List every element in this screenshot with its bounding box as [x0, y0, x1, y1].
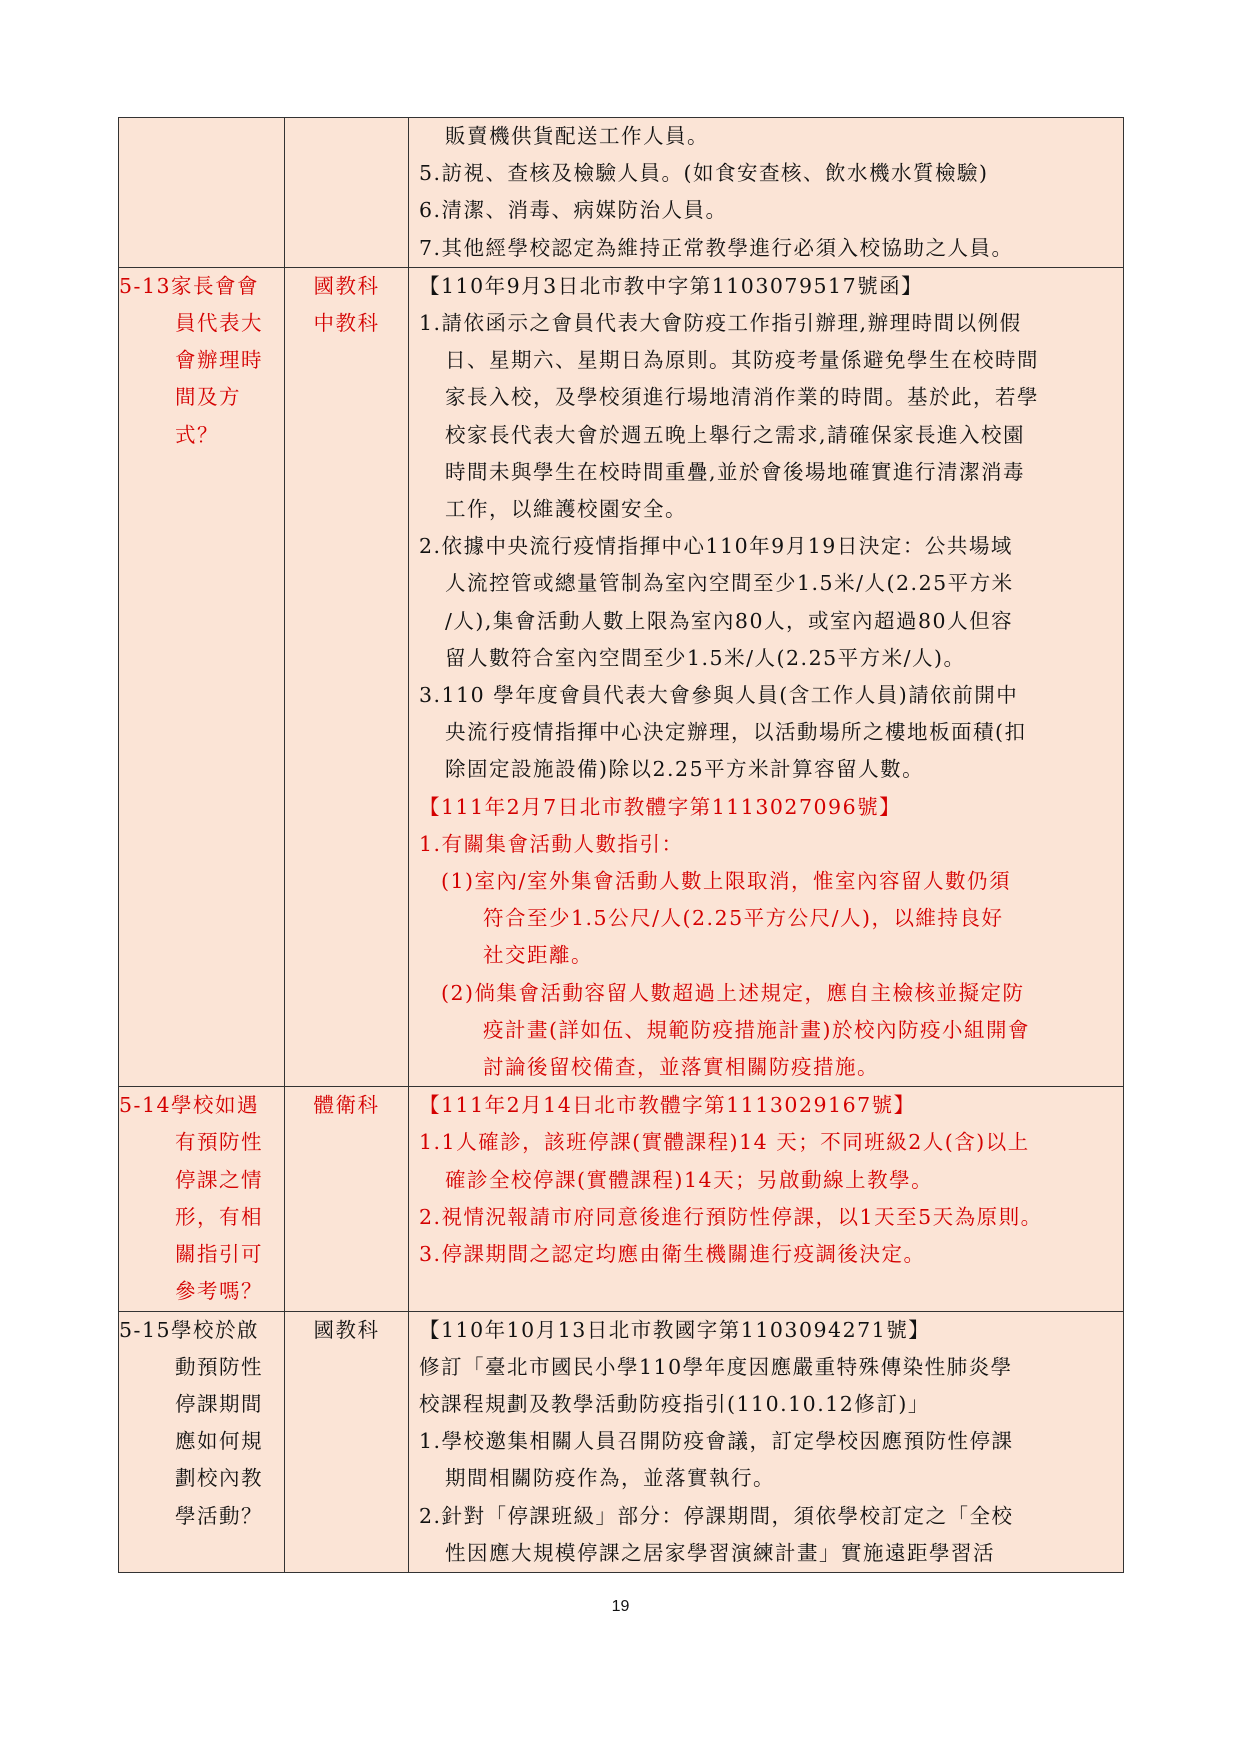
faq-table: [118, 117, 1124, 1573]
question-cell: [119, 1311, 285, 1572]
answer-line: 討論後留校備查，並落實相關防疫措施。: [483, 1055, 879, 1080]
answer-line: 人流控管或總量管制為室內空間至少1.5米/人(2.25平方米: [445, 571, 1014, 596]
answer-line: 1.有關集會活動人數指引：: [419, 831, 684, 856]
answer-line: 2.視情況報請市府同意後進行預防性停課，以1天至5天為原則。: [419, 1204, 1043, 1229]
answer-line: 2.依據中央流行疫情指揮中心110年9月19日決定：公共場域: [419, 534, 1013, 559]
question-line: 5-15學校於啟: [119, 1317, 260, 1342]
question-line: 員代表大: [175, 311, 263, 336]
answer-line: 家長入校，及學校須進行場地清消作業的時間。基於此，若學: [445, 385, 1039, 410]
answer-line: 3.停課期間之認定均應由衛生機關進行疫調後決定。: [419, 1242, 926, 1267]
answer-line: 性因應大規模停課之居家學習演練計畫」實施遠距學習活: [445, 1540, 995, 1565]
department-name: 國教科: [313, 273, 380, 298]
department-cell: [285, 1087, 409, 1311]
answer-line: 留人數符合室內空間至少1.5米/人(2.25平方米/人)。: [445, 645, 966, 670]
department-name: 中教科: [313, 311, 380, 336]
department-cell: [285, 118, 409, 268]
answer-line: 1.請依函示之會員代表大會防疫工作指引辦理,辦理時間以例假: [419, 311, 1022, 336]
answer-line: 時間未與學生在校時間重疊,並於會後場地確實進行清潔消毒: [445, 459, 1026, 484]
department-cell: [285, 1311, 409, 1572]
department-name: 國教科: [313, 1317, 380, 1342]
table-row: [119, 267, 1124, 1086]
answer-cell: [409, 1311, 1124, 1572]
department-cell: [285, 267, 409, 1086]
answer-line: 7.其他經學校認定為維持正常教學進行必須入校協助之人員。: [419, 235, 1014, 260]
table-row: [119, 118, 1124, 268]
answer-line: 6.清潔、消毒、病媒防治人員。: [419, 198, 728, 223]
answer-line: 【111年2月7日北市教體字第1113027096號】: [419, 794, 902, 819]
question-cell: [119, 267, 285, 1086]
answer-line: 除固定設施設備)除以2.25平方米計算容留人數。: [445, 757, 925, 782]
question-line: 停課期間: [175, 1391, 263, 1416]
answer-line: /人),集會活動人數上限為室內80人，或室內超過80人但容: [445, 608, 1014, 633]
answer-cell: [409, 118, 1124, 268]
answer-line: 符合至少1.5公尺/人(2.25平方公尺/人)，以維持良好: [483, 906, 1004, 931]
answer-line: 【110年9月3日北市教中字第1103079517號函】: [419, 273, 924, 298]
question-line: 式？: [175, 422, 219, 447]
question-line: 5-13家長會會: [119, 273, 260, 298]
question-line: 形，有相: [175, 1204, 263, 1229]
question-line: 會辦理時: [175, 348, 263, 373]
answer-line: 修訂「臺北市國民小學110學年度因應嚴重特殊傳染性肺炎學: [419, 1354, 1013, 1379]
answer-cell: [409, 1087, 1124, 1311]
answer-line: 疫計畫(詳如伍、規範防疫措施計畫)於校內防疫小組開會: [483, 1017, 1030, 1042]
question-line: 停課之情: [175, 1167, 263, 1192]
answer-line: 工作，以維護校園安全。: [445, 497, 687, 522]
question-line: 劃校內教: [175, 1466, 263, 1491]
question-cell: [119, 1087, 285, 1311]
answer-line: 日、星期六、星期日為原則。其防疫考量係避免學生在校時間: [445, 348, 1039, 373]
answer-line: 2.針對「停課班級」部分：停課期間，須依學校訂定之「全校: [419, 1503, 1014, 1528]
answer-line: 1.1人確診，該班停課(實體課程)14 天；不同班級2人(含)以上: [419, 1130, 1030, 1155]
answer-line: 【111年2月14日北市教體字第1113029167號】: [419, 1093, 916, 1118]
answer-line: 確診全校停課(實體課程)14天；另啟動線上教學。: [445, 1167, 934, 1192]
question-line: 5-14學校如遇: [119, 1093, 260, 1118]
question-line: 應如何規: [175, 1429, 263, 1454]
answer-line: 【110年10月13日北市教國字第1103094271號】: [419, 1317, 931, 1342]
answer-line: 期間相關防疫作為，並落實執行。: [445, 1466, 775, 1491]
answer-line: 1.學校邀集相關人員召開防疫會議，訂定學校因應預防性停課: [419, 1429, 1014, 1454]
table-row: [119, 1311, 1124, 1572]
question-line: 學活動？: [175, 1503, 263, 1528]
page-number: 19: [611, 1598, 630, 1615]
answer-line: (2)倘集會活動容留人數超過上述規定，應自主檢核並擬定防: [441, 980, 1025, 1005]
answer-line: 央流行疫情指揮中心決定辦理，以活動場所之樓地板面積(扣: [445, 720, 1027, 745]
question-line: 有預防性: [175, 1130, 263, 1155]
question-line: 間及方: [175, 385, 241, 410]
question-line: 參考嗎？: [175, 1279, 263, 1304]
answer-line: 5.訪視、查核及檢驗人員。(如食安查核、飲水機水質檢驗): [419, 161, 989, 186]
question-line: 關指引可: [175, 1242, 263, 1267]
answer-cell: [409, 267, 1124, 1086]
answer-line: 販賣機供貨配送工作人員。: [445, 124, 709, 148]
question-line: 動預防性: [175, 1354, 263, 1379]
department-name: 體衛科: [313, 1093, 380, 1118]
answer-line: 3.110 學年度會員代表大會參與人員(含工作人員)請依前開中: [419, 683, 1019, 708]
answer-line: 社交距離。: [483, 943, 593, 968]
answer-line: 校課程規劃及教學活動防疫指引(110.10.12修訂)」: [419, 1391, 930, 1416]
question-cell: [119, 118, 285, 268]
answer-line: 校家長代表大會於週五晚上舉行之需求,請確保家長進入校園: [445, 422, 1026, 447]
table-row: [119, 1087, 1124, 1311]
answer-line: (1)室內/室外集會活動人數上限取消，惟室內容留人數仍須: [441, 869, 1011, 894]
